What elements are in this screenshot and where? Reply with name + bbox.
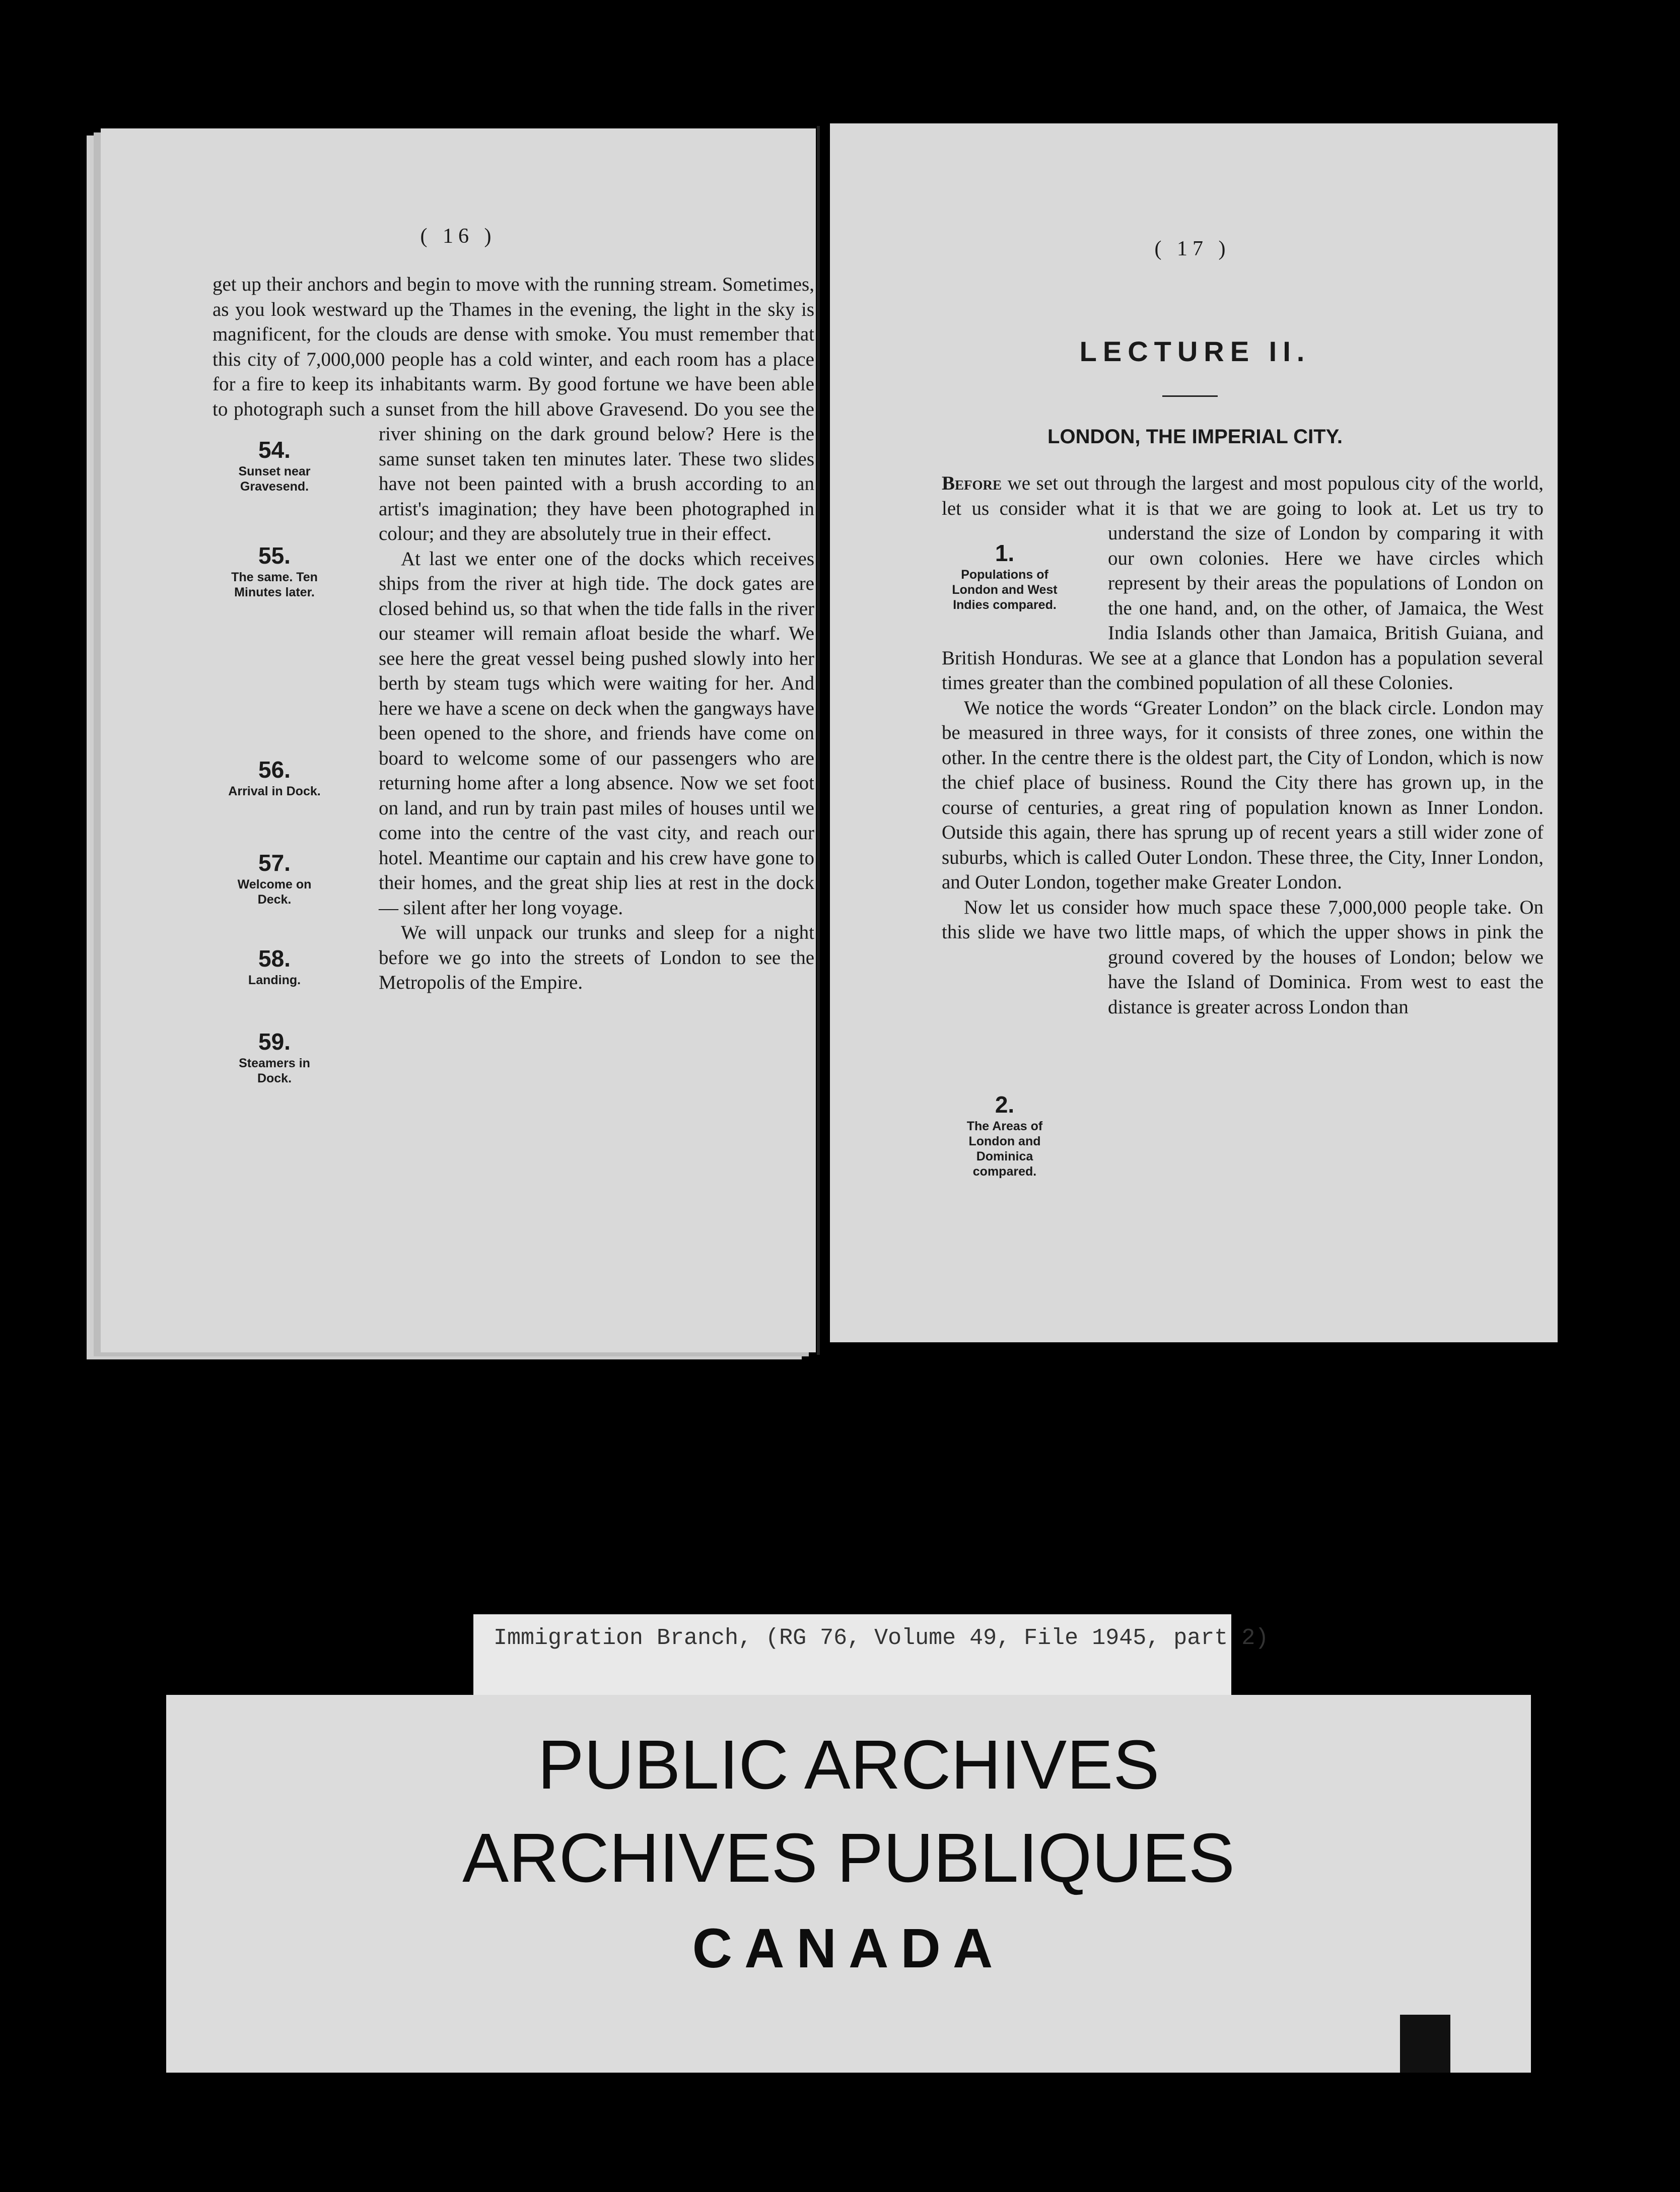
margin-note-number: 2. xyxy=(995,1091,1015,1118)
margin-note-number: 56. xyxy=(258,757,291,783)
right-paragraph-3: Now let us consider how much space these 7,000,000 people take. On this slide we have two little maps, of which the upper shows in pink the ground covered by the houses of London; below we have the Island of Dominica. From west to east the distance is greater across London than xyxy=(942,896,1544,1018)
archives-line-country: CANADA xyxy=(692,1917,1005,1979)
margin-note-caption: Sunset near Gravesend. xyxy=(238,464,311,494)
right-paragraph-1-text: we set out through the largest and most populous city of the world, let us consider what it is that we are going to look at. Let us try to understand the size of London by comparing it with our own colonies. Here we have circles which represent by their areas the populations of London on the one hand, and, on the other, of Jamaica, the West India Islands other than Jamaica, British Guiana, and British Honduras. We see at a glance that London has a population several times greater than the combined population of all these Colonies. xyxy=(942,472,1544,694)
margin-note-number: 59. xyxy=(258,1029,291,1055)
lecture-title: LECTURE II. xyxy=(1079,335,1311,367)
margin-note-58 xyxy=(222,944,327,988)
margin-note-caption: Populations of London and West Indies compared. xyxy=(952,568,1058,612)
margin-note-2 xyxy=(947,1090,1063,1179)
margin-note-number: 57. xyxy=(258,850,291,876)
right-page xyxy=(830,123,1558,1342)
left-page-number: ( 16 ) xyxy=(420,225,497,248)
left-paragraph-3: We will unpack our trunks and sleep for a night before we go into the streets of London to see the Metropolis of the Empire. xyxy=(379,922,814,993)
card-shadow xyxy=(1400,2015,1450,2073)
margin-note-caption: The Areas of London and Dominica compared. xyxy=(966,1119,1043,1179)
margin-spacer xyxy=(942,960,1108,1070)
margin-note-number: 58. xyxy=(258,945,291,972)
section-title: LONDON, THE IMPERIAL CITY. xyxy=(1047,426,1343,448)
archives-line-english: PUBLIC ARCHIVES xyxy=(537,1726,1160,1804)
margin-note-number: 54. xyxy=(258,437,291,463)
public-archives-card xyxy=(166,1695,1531,2073)
margin-note-caption: The same. Ten Minutes later. xyxy=(231,570,318,599)
title-ornament xyxy=(1162,395,1218,397)
right-page-number: ( 17 ) xyxy=(1154,237,1231,260)
margin-note-number: 1. xyxy=(995,540,1015,566)
margin-note-57 xyxy=(222,849,327,907)
margin-note-55 xyxy=(222,541,327,600)
margin-note-59 xyxy=(222,1028,327,1086)
margin-note-caption: Welcome on Deck. xyxy=(237,877,312,907)
margin-note-caption: Landing. xyxy=(248,973,301,987)
left-paragraph-1: get up their anchors and begin to move with the running stream. Sometimes, as you look westward up the Thames in the evening, the light in the sky is magnificent, for the clouds are dense with smoke. You must remember that this city of 7,000,000 people has a cold winter, and each room has a place for a fire to keep its inhabitants warm. By good fortune we have been able to photograph such a sunset from the hill above Gravesend. Do you see the river shining on the dark ground below? Here is the same sunset taken ten minutes later. These two slides have not been painted with a brush according to an artist's imagination; they have been photographed in colour; and they are absolutely true in their effect. xyxy=(213,273,814,544)
drop-word: Before xyxy=(942,472,1002,494)
margin-note-1 xyxy=(947,539,1063,612)
margin-note-number: 55. xyxy=(258,542,291,569)
margin-note-56 xyxy=(222,756,327,799)
left-page xyxy=(101,128,816,1352)
margin-note-54 xyxy=(222,436,327,494)
left-paragraph-2: At last we enter one of the docks which receives ships from the river at high tide. The dock gates are closed behind us, so that when the tide falls in the river our steamer will remain afloat beside the wharf. We see here the great vessel being pushed slowly into her berth by steam tugs which were waiting for her. And here we have a scene on deck when the gangways have been opened to the shore, and friends have come on board to welcome some of our passengers who are returning home after a long absence. Now we set foot on land, and run by train past miles of houses until we come into the centre of the vast city, and reach our hotel. Meantime our captain and his crew have gone to their homes, and the great ship lies at rest in the dock — silent after her long voyage. xyxy=(379,547,814,919)
book-gutter xyxy=(817,126,820,1355)
right-paragraph-2: We notice the words “Greater London” on the black circle. London may be measured in three ways, for it consists of three zones, one within the other. In the centre there is the oldest part, the City of London, which is now the chief place of business. Round the City there has grown up, in the course of centuries, a great ring of population known as Inner London. Outside this again, there has sprung up of recent years a still wider zone of suburbs, which is called Outer London. These three, the City, Inner London, and Outer London, together make Greater London. xyxy=(942,697,1544,893)
archive-reference-text: Immigration Branch, (RG 76, Volume 49, File 1945, part 2) xyxy=(494,1625,1269,1651)
margin-note-caption: Steamers in Dock. xyxy=(239,1056,310,1085)
left-page-body xyxy=(213,272,814,1330)
archives-line-french: ARCHIVES PUBLIQUES xyxy=(462,1819,1235,1897)
margin-note-caption: Arrival in Dock. xyxy=(228,784,321,798)
